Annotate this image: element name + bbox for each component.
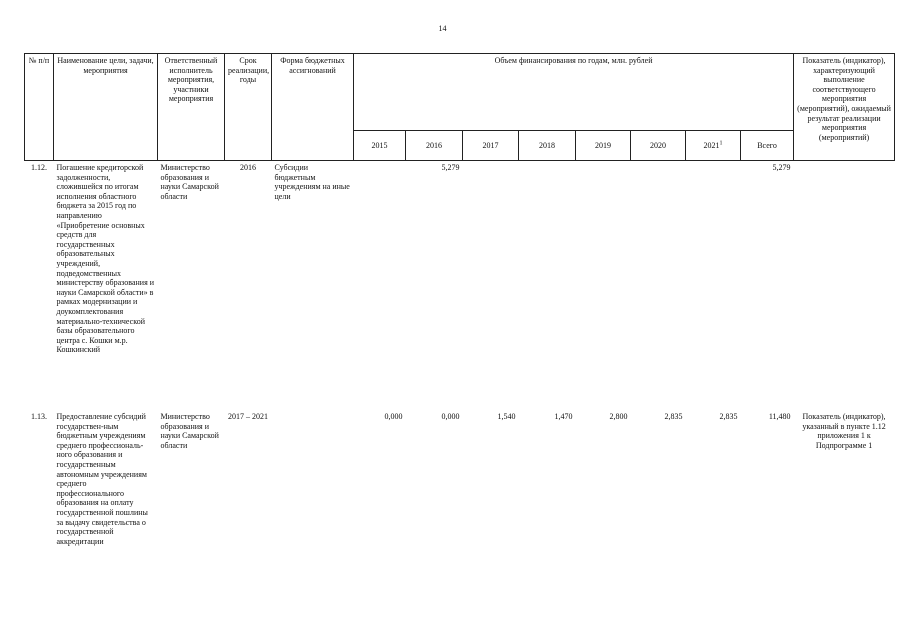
row-value-2019: 2,800 bbox=[609, 412, 628, 421]
row-value-2021: 2,835 bbox=[719, 412, 738, 421]
header-volume: Объем финансирования по годам, млн. рублей bbox=[354, 54, 794, 131]
header-year-2015: 2015 bbox=[354, 131, 406, 161]
row-value-2019 bbox=[576, 161, 631, 411]
row-value-2018 bbox=[519, 161, 576, 411]
row-value-2015 bbox=[354, 161, 406, 411]
row-value-total: 5,279 bbox=[772, 163, 791, 172]
header-num: № п/п bbox=[25, 54, 54, 161]
row-value-2018: 1,470 bbox=[554, 412, 573, 421]
header-year-2017: 2017 bbox=[463, 131, 519, 161]
row-form bbox=[272, 410, 354, 548]
header-indicator: Показатель (индикатор), характеризующий выполнение соответствующего мероприятия (мероприятий), ожидаемый результат реализации мероприятия (мероприятий) bbox=[794, 54, 895, 161]
header-year-2021 bbox=[686, 131, 741, 161]
row-value-2020 bbox=[631, 161, 686, 411]
row-value-2020: 2,835 bbox=[664, 412, 683, 421]
row-form: Субсидии бюджетным учреждениям на иные цели bbox=[274, 163, 350, 201]
row-term: 2017 – 2021 bbox=[228, 412, 268, 421]
header-term: Срок реализации, годы bbox=[225, 54, 272, 161]
table-row bbox=[25, 161, 895, 411]
row-responsible: Министерство образования и науки Самарской области bbox=[160, 412, 219, 450]
row-value-total: 11,480 bbox=[768, 412, 791, 421]
program-table bbox=[24, 53, 895, 548]
page-number: 14 bbox=[438, 24, 447, 33]
row-num: 1.13. bbox=[31, 412, 47, 421]
row-value-2021 bbox=[686, 161, 741, 411]
row-name: Погашение кредиторской задолженности, сложившейся по итогам исполнения областного бюджета за 2015 год по направлению «Приобретение основных средств для государственных образовательных учреждений, подведомственных министерству образования и науки Самарской области» в рамках модернизации и доукомплектования материально-технической базы образовательного центра с. Кошки м.р. Кошкинский bbox=[56, 163, 155, 355]
header-year-2021-label: 2021 bbox=[703, 140, 720, 150]
row-responsible: Министерство образования и науки Самарской области bbox=[160, 163, 219, 201]
row-value-2016: 0,000 bbox=[441, 412, 460, 421]
row-value-2017 bbox=[463, 161, 519, 411]
header-name: Наименование цели, задачи, мероприятия bbox=[54, 54, 158, 161]
header-total: Всего bbox=[741, 131, 794, 161]
row-indicator: Показатель (индикатор), указанный в пункте 1.12 приложения 1 к Подпрограмме 1 bbox=[802, 412, 886, 450]
header-form: Форма бюджетных ассигнований bbox=[272, 54, 354, 161]
row-term: 2016 bbox=[240, 163, 256, 172]
row-value-2017: 1,540 bbox=[497, 412, 516, 421]
header-responsible: Ответственный исполнитель мероприятия, участники мероприятия bbox=[158, 54, 225, 161]
header-year-2016: 2016 bbox=[406, 131, 463, 161]
footnote-mark: 1 bbox=[719, 140, 723, 147]
header-year-2020: 2020 bbox=[631, 131, 686, 161]
header-year-2019: 2019 bbox=[576, 131, 631, 161]
row-indicator bbox=[794, 161, 895, 411]
row-num: 1.12. bbox=[31, 163, 47, 172]
table-row bbox=[25, 410, 895, 548]
row-value-2015: 0,000 bbox=[384, 412, 403, 421]
row-value-2016: 5,279 bbox=[441, 163, 460, 172]
header-year-2018: 2018 bbox=[519, 131, 576, 161]
row-name: Предоставление субсидий государствен-ным бюджетным учреждениям среднего профессиональ-ного образования и государственным автономным учреждениям среднего профессионального образования на оплату государственной пошлины за выдачу свидетельства о государственной аккредитации bbox=[56, 412, 148, 546]
